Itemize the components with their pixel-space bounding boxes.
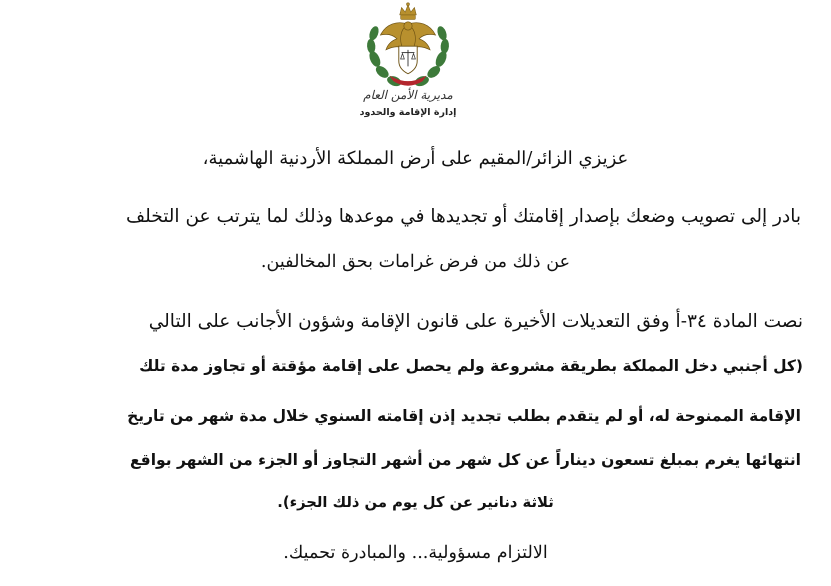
law-text-line-3: انتهائها يغرم بمبلغ تسعون ديناراً عن كل شهر من أشهر التجاوز أو الجزء من الشهر بواقع: [129, 451, 801, 469]
paragraph-1-line-2: عن ذلك من فرض غرامات بحق المخالفين.: [260, 252, 571, 272]
law-text-line-4: ثلاثة دنانير عن كل يوم من ذلك الجزء).: [277, 494, 554, 511]
header-emblem-block: [340, 0, 480, 130]
department-name: إدارة الإقامة والحدود: [359, 107, 457, 118]
crown-eagle-emblem-icon: [362, 2, 454, 94]
paragraph-1-line-1: بادر إلى تصويب وضعك بإصدار إقامتك أو تجديدها في موعدها وذلك لما يترتب عن التخلف: [125, 206, 801, 227]
paragraph-2: نصت المادة ٣٤-أ وفق التعديلات الأخيرة على قانون الإقامة وشؤون الأجانب على التالي: [148, 311, 803, 332]
greeting-line: عزيزي الزائر/المقيم على أرض المملكة الأردنية الهاشمية،: [202, 148, 629, 169]
organization-name: مديرية الأمن العام: [363, 88, 453, 102]
law-text-line-1: (كل أجنبي دخل المملكة بطريقة مشروعة ولم يحصل على إقامة مؤقتة أو تجاوز مدة تلك: [139, 357, 803, 375]
law-text-line-2: الإقامة الممنوحة له، أو لم يتقدم بطلب تجديد إذن إقامته السنوي خلال مدة شهر من تاريخ: [127, 407, 801, 425]
closing-line: الالتزام مسؤولية... والمبادرة تحميك.: [283, 543, 548, 563]
